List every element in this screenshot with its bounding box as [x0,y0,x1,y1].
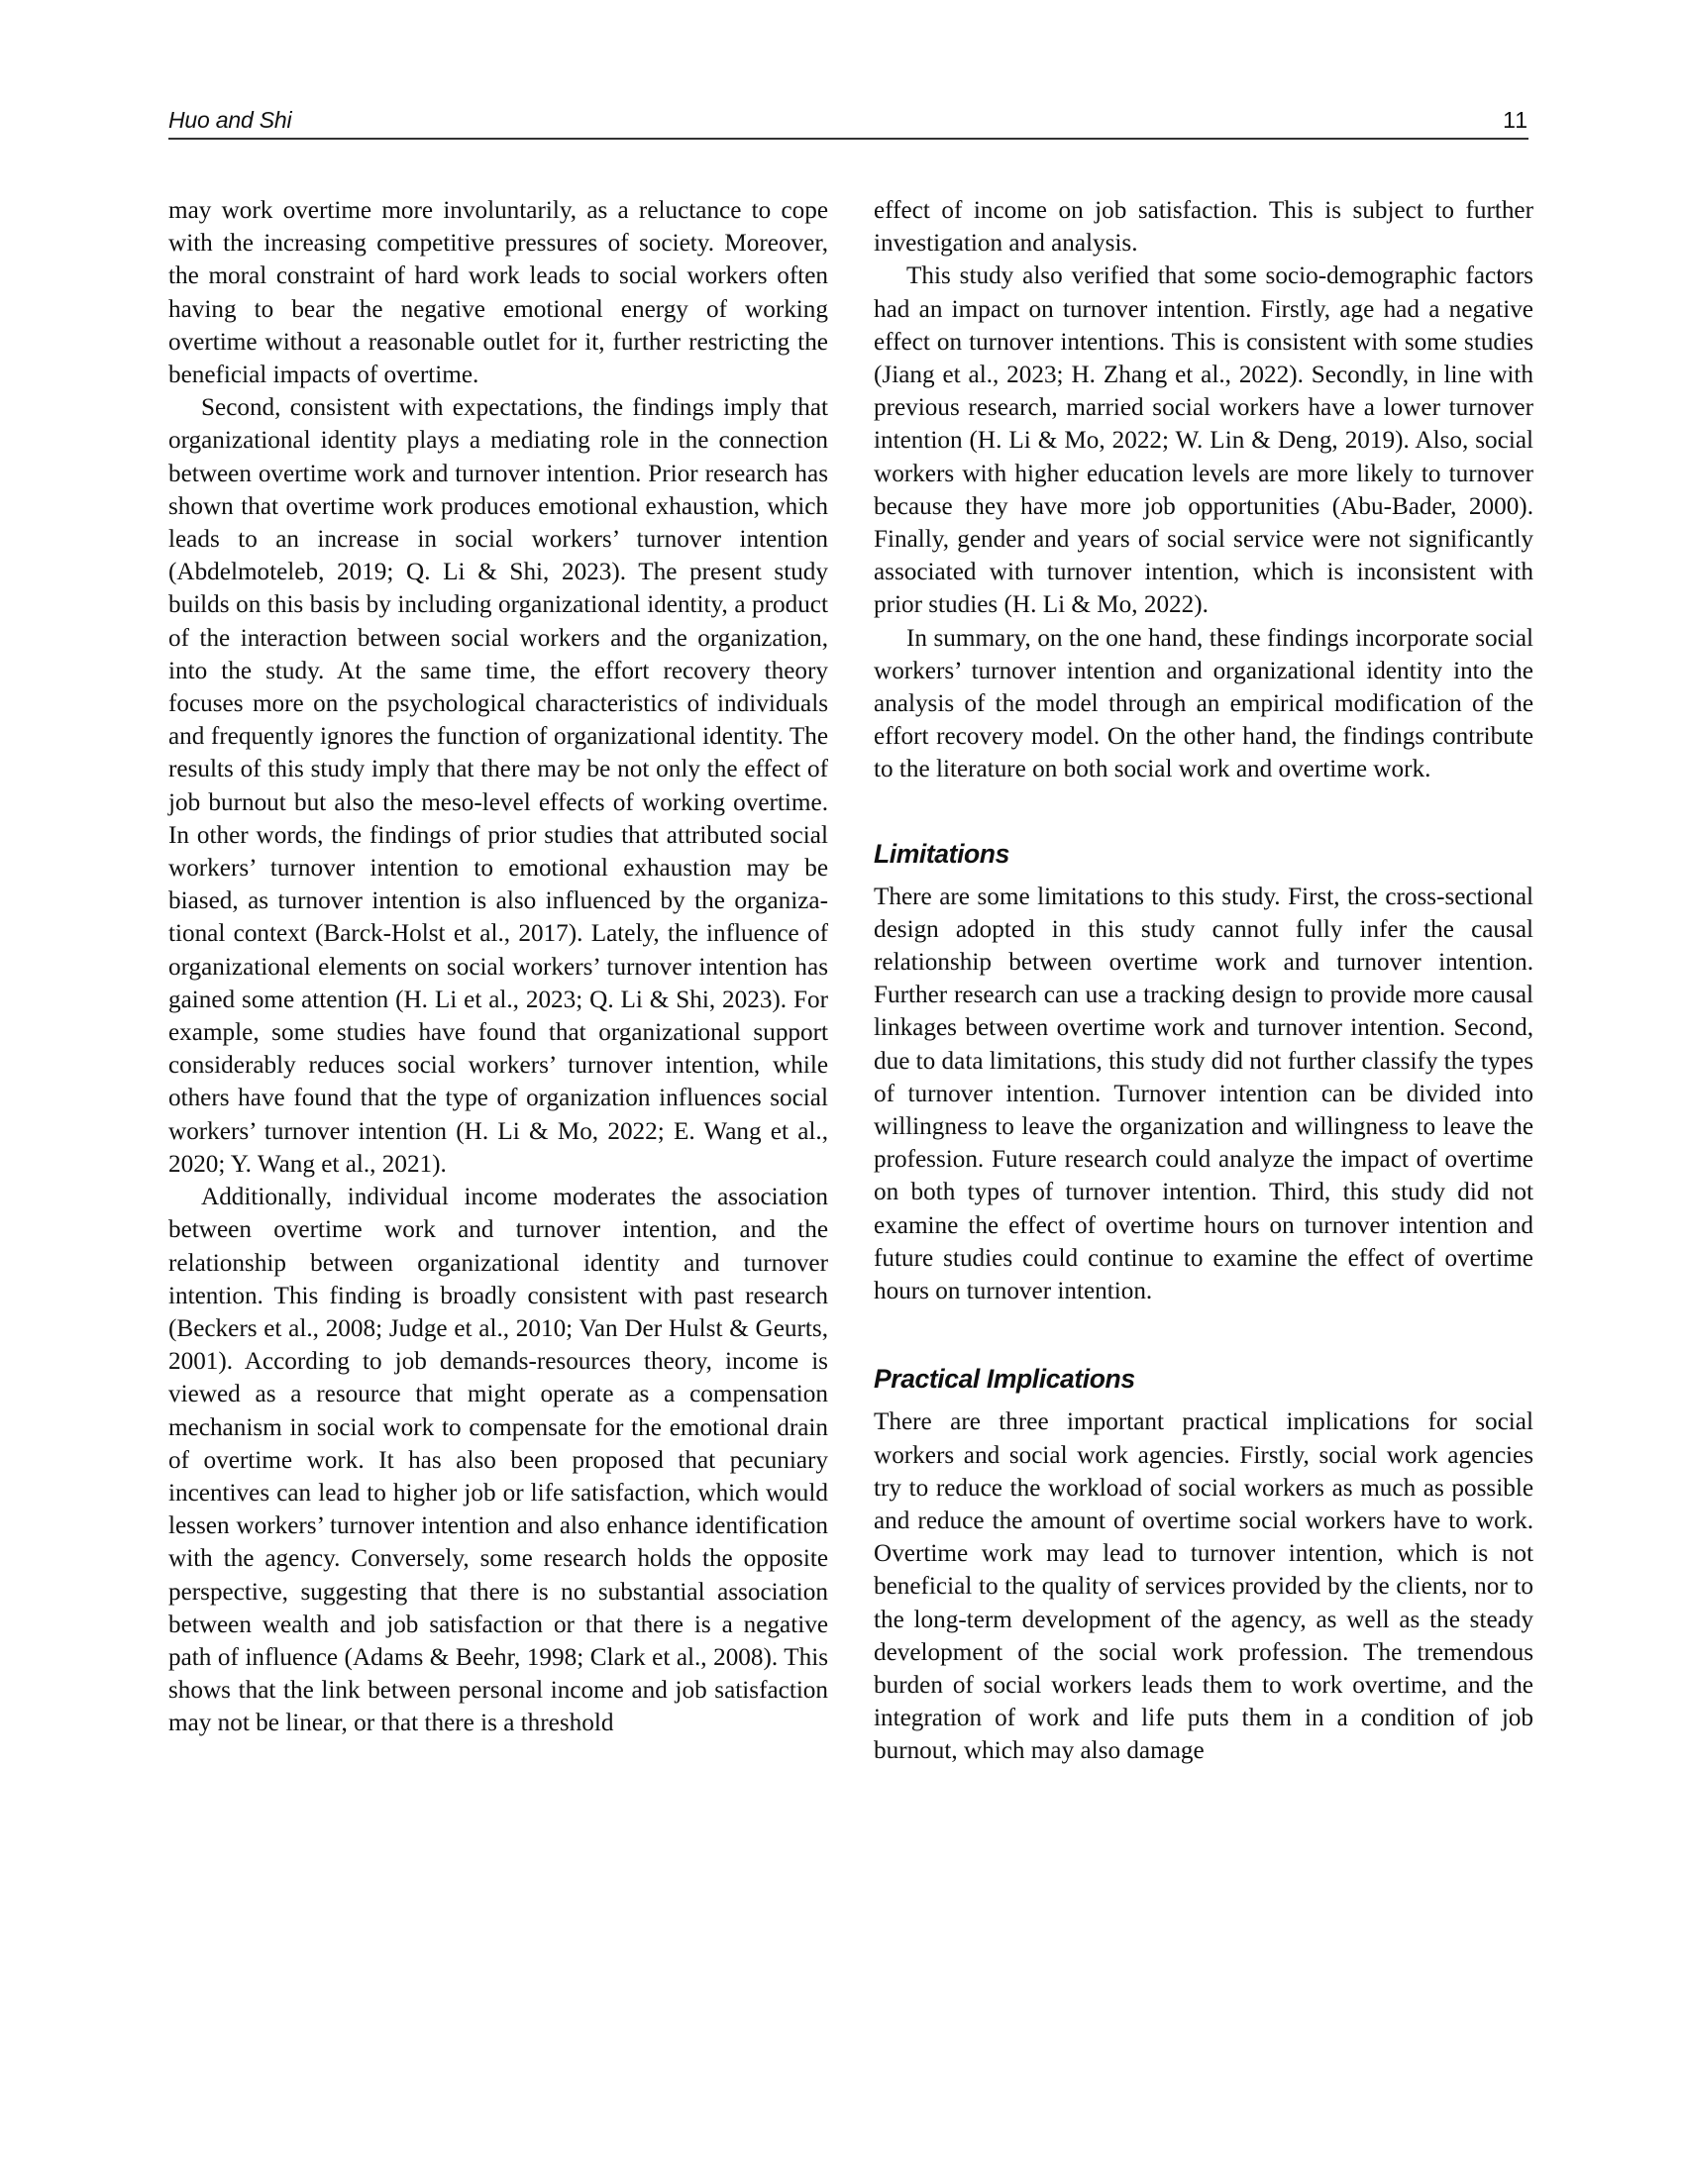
running-head-authors: Huo and Shi [168,107,292,133]
practical-implications-heading: Practical Implications [874,1364,1135,1395]
page-number: 11 [1503,107,1528,133]
paragraph-income-moderation: Additionally, individual income moderates the association between overtime work and turnover intention, and the relationship between organizational identity and turnover intention. This finding is broadly consistent with past research (Beckers et al., 2008; Judge et al., 2010; Van Der Hulst & Geurts, 2001). According to job demands-resources theory, income is viewed as a resource that might operate as a compensation mechanism in social work to compensate for the emotional drain of overtime work. It has also been proposed that pecuniary incentives can lead to higher job or life satisfaction, which would lessen workers’ turnover intention and also enhance identification with the agency. Conversely, some research holds the opposite perspective, suggesting that there is no substantial association between wealth and job satisfaction or that there is a negative path of influence (Adams & Beehr, 1998; Clark et al., 2008). This shows that the link between personal income and job satisfaction may not be linear, or that there is a threshold [168,1184,828,1737]
paragraph-income-continuation: effect of income on job satisfaction. This is subject to further investigation and analysis. [874,197,1533,258]
left-column [168,194,828,1740]
paragraph-summary: In summary, on the one hand, these findings incorporate social workers’ turnover intention and organizational identity into the analysis of the model through an empirical modification of the effort recovery model. On the other hand, the findings contribute to the literature on both social work and overtime work. [874,624,1533,783]
paragraph-organizational-identity: Second, consistent with expectations, the findings imply that organizational identity plays a mediating role in the connection between overtime work and turnover intention. Prior research has shown that overtime work produces emotional exhaustion, which leads to an increase in social workers’ turnover intention (Abdelmoteleb, 2019; Q. Li & Shi, 2023). The present study builds on this basis by including organizational identity, a product of the interaction between social workers and the organization, into the study. At the same time, the effort recovery theory focuses more on the psychological characteristics of individuals and frequently ignores the function of organizational identity. The results of this study imply that there may be not only the effect of job burnout but also the meso-level effects of working overtime. In other words, the findings of prior studies that attributed social workers’ turnover intention to emotional exhaustion may be biased, as turnover intention is also influenced by the organizational context (Barck-Holst et al., 2017). Lately, the influence of organizational elements on social workers’ turnover intention has gained some attention (H. Li et al., 2023; Q. Li & Shi, 2023). For example, some studies have found that organizational support considerably reduces social workers’ turnover intention, while others have found that the type of organization influences social workers’ turnover intention (H. Li & Mo, 2022; E. Wang et al., 2020; Y. Wang et al., 2021). [168,394,828,1178]
right-column [874,194,1533,1768]
running-header [168,103,1528,143]
header-rule [168,138,1528,140]
paragraph-socio-demographic: This study also verified that some socio-demographic factors had an impact on turnover intention. Firstly, age had a negative effect on turnover intentions. This is consistent with some studies (Jiang et al., 2023; H. Zhang et al., 2022). Secondly, in line with previous research, married social workers have a lower turnover intention (H. Li & Mo, 2022; W. Lin & Deng, 2019). Also, social workers with higher education levels are more likely to turnover because they have more job opportunities (Abu-Bader, 2000). Finally, gender and years of social service were not significantly associated with turnover intention, which is inconsistent with prior studies (H. Li & Mo, 2022). [874,262,1533,619]
practical-implications-paragraph: There are three important practical implications for social workers and social work agencies. Firstly, social work agencies try to reduce the workload of social workers as much as possible and reduce the amount of overtime social workers have to work. Overtime work may lead to turnover intention, which is not beneficial to the quality of services provided by the clients, nor to the long-term development of the agency, as well as the steady development of the social work profession. The tremendous burden of social workers leads them to work overtime, and the integration of work and life puts them in a condition of job burnout, which may also damage [874,1408,1533,1765]
limitations-heading: Limitations [874,838,1009,869]
paragraph-overtime-continuation: may work overtime more involuntarily, as a reluctance to cope with the increasing competitive pressures of society. Moreover, the moral constraint of hard work leads to social workers often having to bear the negative emotional energy of working overtime without a reasonable outlet for it, further restricting the beneficial impacts of overtime. [168,197,828,389]
limitations-paragraph: There are some limitations to this study. First, the cross-sectional design adopted in this study cannot fully infer the causal relationship between overtime work and turnover intention. Further research can use a tracking design to provide more causal linkages between overtime work and turnover intention. Second, due to data limitations, this study did not further classify the types of turnover intention. Turnover intention can be divided into willingness to leave the organization and willingness to leave the profession. Future research could analyze the impact of overtime on both types of turnover intention. Third, this study did not examine the effect of overtime hours on turnover intention and future studies could continue to examine the effect of overtime hours on turnover intention. [874,883,1533,1305]
